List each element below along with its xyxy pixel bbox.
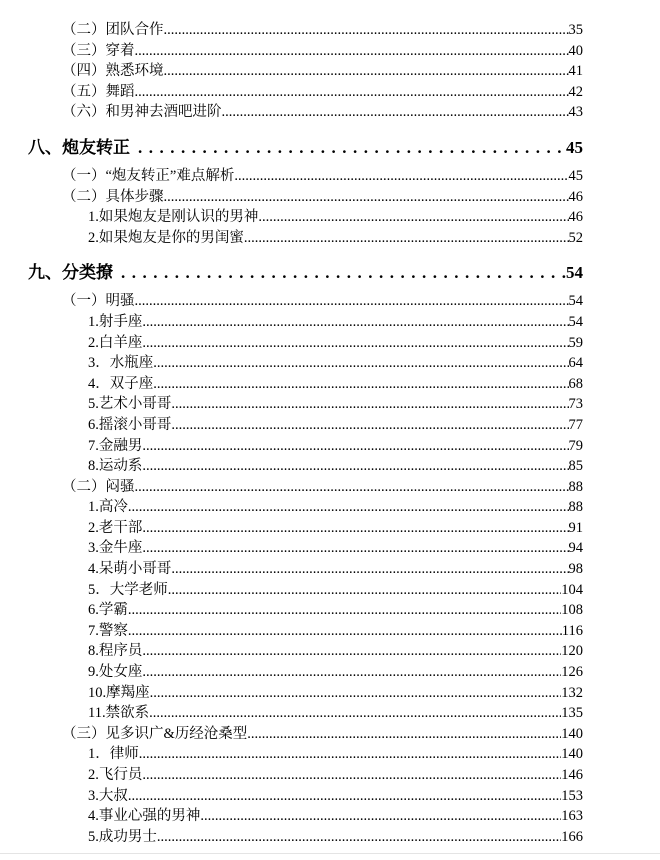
toc-entry[interactable]: [0, 436, 583, 457]
toc-entry[interactable]: [0, 374, 583, 395]
toc-entry[interactable]: [0, 518, 583, 539]
toc-entry-label: 5.成功男士: [88, 828, 157, 845]
toc-entry[interactable]: [0, 291, 583, 312]
dot-leader: [142, 641, 561, 662]
toc-entry[interactable]: [0, 394, 583, 415]
dot-leader: [258, 207, 568, 228]
toc-entry[interactable]: [0, 41, 583, 62]
toc-entry-label: 2.如果炮友是你的男闺蜜: [88, 229, 244, 246]
toc-entry-label: 3.大叔: [88, 787, 128, 804]
toc-entry-label: （六）和男神去酒吧进阶: [62, 104, 222, 121]
toc-entry-label: 7.金融男: [88, 437, 143, 454]
toc-entry-page-number: 120: [561, 643, 583, 660]
toc-entry-page-number: 54: [568, 313, 583, 330]
dot-leader: [164, 20, 569, 41]
dot-leader: [139, 744, 562, 765]
toc-entry-page-number: 94: [568, 540, 583, 557]
dot-leader: [200, 806, 561, 827]
toc-entry[interactable]: [0, 538, 583, 559]
dot-leader: [142, 765, 561, 786]
dot-leader: [234, 166, 568, 187]
dot-leader: [142, 312, 568, 333]
toc-entry[interactable]: [0, 102, 583, 123]
dot-leader: [142, 662, 561, 683]
dot-leader: [142, 333, 568, 354]
toc-entry-label: 5．大学老师: [88, 581, 168, 598]
dot-leader: [128, 497, 569, 518]
toc-entry-page-number: 46: [568, 209, 583, 226]
toc-entry[interactable]: [0, 228, 583, 249]
toc-entry[interactable]: [0, 765, 583, 786]
toc-entry-page-number: 91: [568, 519, 583, 536]
dot-leader: [247, 724, 561, 745]
toc-entry-page-number: 140: [561, 725, 583, 742]
toc-entry[interactable]: [0, 786, 583, 807]
toc-entry[interactable]: [0, 662, 583, 683]
toc-entry[interactable]: [0, 456, 583, 477]
toc-entry-label: （三）见多识广&历经沧桑型: [62, 725, 248, 742]
toc-entry-page-number: 54: [568, 293, 583, 310]
toc-entry-label: 9.处女座: [88, 664, 143, 681]
toc-entry-label: 6.摇滚小哥哥: [88, 416, 172, 433]
toc-entry[interactable]: [0, 703, 583, 724]
toc-entry-page-number: 104: [561, 581, 583, 598]
toc-entry-page-number: 146: [561, 767, 583, 783]
toc-entry-label: （二）具体步骤: [62, 188, 164, 205]
dot-leader: [149, 703, 561, 724]
toc-entry-page-number: 46: [568, 188, 583, 205]
dot-leader: [142, 456, 568, 477]
toc-entry-page-number: 108: [561, 602, 583, 619]
toc-entry-page-number: 140: [561, 746, 583, 763]
dot-leader: [171, 394, 568, 415]
toc-chapter-entry[interactable]: [0, 260, 583, 286]
toc-entry[interactable]: [0, 641, 583, 662]
dot-leader: [128, 621, 562, 642]
dot-leader: [135, 291, 569, 312]
toc-entry-page-number: 45: [566, 137, 583, 157]
toc-entry-label: 1.如果炮友是刚认识的男神: [88, 209, 259, 226]
toc-entry[interactable]: [0, 477, 583, 498]
toc-entry[interactable]: [0, 497, 583, 518]
dot-leader: [130, 135, 566, 161]
toc-entry-label: 八、炮友转正: [28, 137, 130, 157]
toc-entry-label: 3．水瓶座: [88, 355, 154, 372]
toc-entry-label: 1.射手座: [88, 313, 143, 330]
toc-entry[interactable]: [0, 353, 583, 374]
toc-entry-page-number: 35: [568, 22, 583, 38]
toc-entry[interactable]: [0, 82, 583, 103]
toc-entry-page-number: 41: [568, 63, 583, 80]
toc-entry-page-number: 126: [561, 664, 583, 681]
toc-entry-page-number: 163: [561, 808, 583, 825]
toc-entry-page-number: 42: [568, 83, 583, 100]
toc-entry-page-number: 116: [561, 622, 583, 639]
toc-entry-label: （一）明骚: [62, 293, 135, 310]
toc-entry-label: 10.摩羯座: [88, 684, 150, 701]
toc-entry[interactable]: [0, 312, 583, 333]
toc-entry-page-number: 85: [568, 458, 583, 475]
dot-leader: [164, 61, 569, 82]
toc-entry-page-number: 43: [568, 104, 583, 121]
toc-entry-page-number: 132: [561, 684, 583, 701]
toc-chapter-entry[interactable]: [0, 135, 583, 161]
toc-entry-page-number: 73: [568, 396, 583, 413]
dot-leader: [150, 683, 562, 704]
dot-leader: [157, 827, 561, 848]
dot-leader: [168, 580, 562, 601]
toc-entry[interactable]: [0, 827, 583, 848]
toc-entry[interactable]: [0, 806, 583, 827]
toc-entry[interactable]: [0, 166, 583, 187]
toc-entry-label: 7.警察: [88, 622, 128, 639]
toc-entry-page-number: 54: [566, 263, 583, 283]
dot-leader: [222, 102, 569, 123]
toc-entry-label: 九、分类撩: [28, 263, 113, 283]
dot-leader: [244, 228, 569, 249]
toc-entry[interactable]: [0, 207, 583, 228]
toc-entry-label: （二）团队合作: [62, 22, 164, 38]
dot-leader: [153, 374, 568, 395]
dot-leader: [135, 82, 569, 103]
toc-entry[interactable]: [0, 683, 583, 704]
toc-entry-page-number: 40: [568, 42, 583, 59]
toc-entry[interactable]: [0, 187, 583, 208]
toc-entry[interactable]: [0, 621, 583, 642]
toc-entry-page-number: 52: [568, 229, 583, 246]
toc-entry-label: （四）熟悉环境: [62, 63, 164, 80]
dot-leader: [113, 260, 566, 286]
toc-entry[interactable]: [0, 744, 583, 765]
dot-leader: [164, 187, 569, 208]
toc-entry-page-number: 59: [568, 334, 583, 351]
toc-entry-label: 8.程序员: [88, 643, 143, 660]
toc-entry-label: 4.事业心强的男神: [88, 808, 201, 825]
toc-entry-label: 3.金牛座: [88, 540, 143, 557]
toc-entry-label: 1．律师: [88, 746, 139, 763]
toc-entry-label: 4.呆萌小哥哥: [88, 561, 172, 578]
toc-entry-page-number: 45: [568, 167, 583, 184]
toc-entry-page-number: 68: [568, 375, 583, 392]
dot-leader: [135, 477, 569, 498]
toc-entry-page-number: 79: [568, 437, 583, 454]
dot-leader: [128, 600, 561, 621]
toc-entry-page-number: 98: [568, 561, 583, 578]
toc-entry-label: 5.艺术小哥哥: [88, 396, 172, 413]
toc-entry-page-number: 77: [568, 416, 583, 433]
toc-entry[interactable]: [0, 415, 583, 436]
dot-leader: [142, 436, 568, 457]
toc-entry-page-number: 153: [561, 787, 583, 804]
dot-leader: [135, 41, 569, 62]
dot-leader: [128, 786, 561, 807]
toc-entry-page-number: 135: [561, 705, 583, 722]
toc-entry-label: 2.飞行员: [88, 767, 143, 783]
toc-entry[interactable]: [0, 580, 583, 601]
toc-entry-label: 2.老干部: [88, 519, 143, 536]
toc-entry-page-number: 166: [561, 828, 583, 845]
dot-leader: [171, 415, 568, 436]
dot-leader: [153, 353, 568, 374]
toc-entry[interactable]: [0, 333, 583, 354]
toc-entry-page-number: 88: [568, 478, 583, 495]
toc-entry[interactable]: [0, 20, 583, 41]
toc-entry-page-number: 64: [568, 355, 583, 372]
toc-entry-label: （二）闷骚: [62, 478, 135, 495]
dot-leader: [142, 518, 568, 539]
dot-leader: [142, 538, 568, 559]
toc-entry-label: （一）“炮友转正”难点解析: [62, 167, 235, 184]
toc-entry-label: 1.高冷: [88, 499, 128, 516]
toc-entry[interactable]: [0, 559, 583, 580]
toc-entry-label: （五）舞蹈: [62, 83, 135, 100]
page-boundary-line: [0, 853, 660, 854]
toc-entry-label: 8.运动系: [88, 458, 143, 475]
toc-entry-page-number: 88: [568, 499, 583, 516]
toc-entry-label: 11.禁欲系: [88, 705, 150, 722]
toc-entry-label: 4．双子座: [88, 375, 154, 392]
toc-entry-label: 6.学霸: [88, 602, 128, 619]
toc-entry[interactable]: [0, 600, 583, 621]
toc-entry-label: （三）穿着: [62, 42, 135, 59]
toc-entry-label: 2.白羊座: [88, 334, 143, 351]
dot-leader: [171, 559, 568, 580]
toc-entry[interactable]: [0, 724, 583, 745]
toc-entry[interactable]: [0, 61, 583, 82]
